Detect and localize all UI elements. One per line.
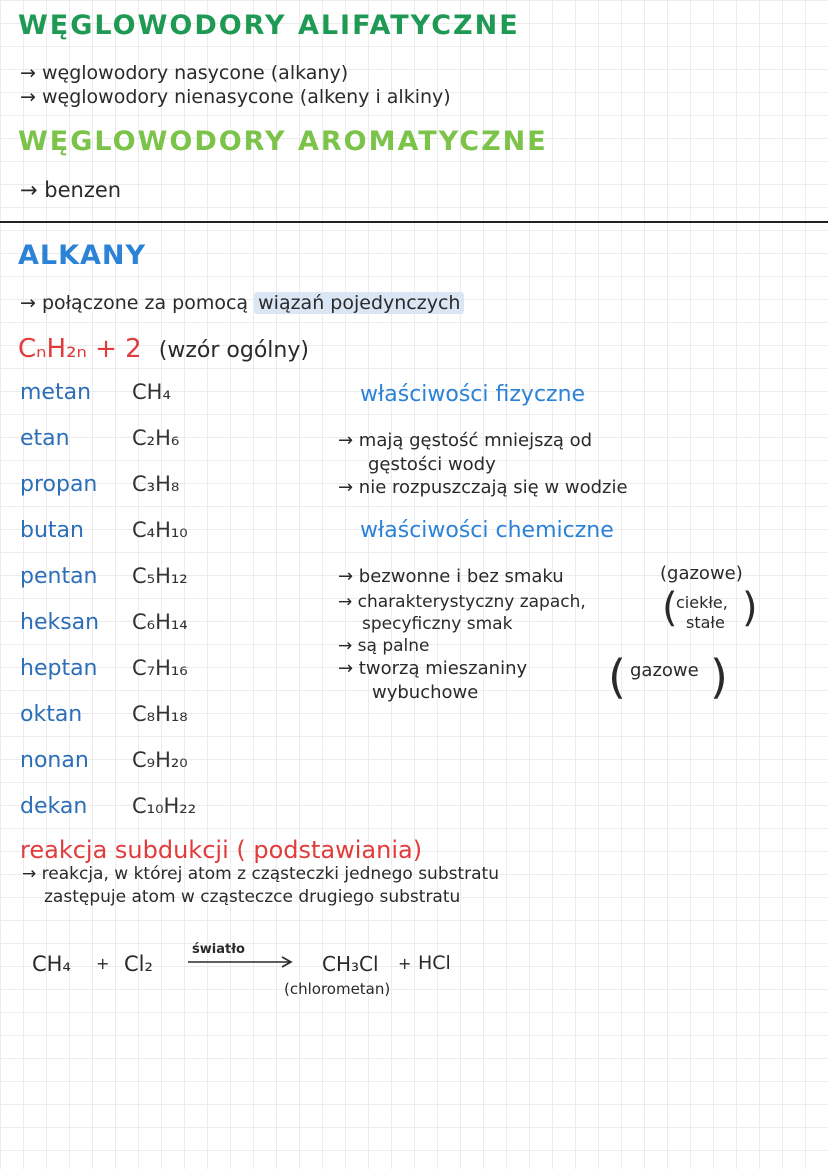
alkany-bond-highlight: wiązań pojedynczych <box>254 292 464 314</box>
alkane-formula: C₃H₈ <box>132 472 180 496</box>
reaction-reactant-2: Cl₂ <box>124 952 153 976</box>
alkane-formula: C₉H₂₀ <box>132 748 188 772</box>
alkane-formula: C₁₀H₂₂ <box>132 794 197 818</box>
chemical-bracket-right-2: ) <box>710 650 728 704</box>
alkane-list <box>20 380 197 840</box>
chemical-line-6: wybuchowe <box>372 682 479 703</box>
reaction-product-2: HCl <box>418 952 451 974</box>
alkany-formula-line <box>18 334 309 364</box>
alkany-formula-note: (wzór ogólny) <box>158 338 309 363</box>
alkane-row <box>20 426 180 472</box>
reaction-title: reakcja subdukcji ( podstawiania) <box>20 836 423 864</box>
chemical-line-1: → bezwonne i bez smaku <box>338 566 564 587</box>
alkane-name: dekan <box>20 794 88 819</box>
chemical-note-liquid: ciekłe, <box>676 593 728 612</box>
chemical-line-2: → charakterystyczny zapach, <box>338 592 586 612</box>
alkane-formula: C₄H₁₀ <box>132 518 188 542</box>
chemical-bracket-right: ) <box>742 585 758 631</box>
alkane-name: pentan <box>20 564 98 589</box>
reaction-plus-2: + <box>398 954 412 973</box>
reaction-plus-1: + <box>96 954 110 973</box>
alkane-row <box>20 702 188 748</box>
alkane-row <box>20 472 180 518</box>
physical-title: właściwości fizyczne <box>360 382 586 407</box>
alkane-row <box>20 564 188 610</box>
alkane-name: heptan <box>20 656 98 681</box>
chemical-title: właściwości chemiczne <box>360 518 614 543</box>
alkane-row <box>20 794 197 840</box>
alkane-row <box>20 518 188 564</box>
heading-aliphatic: WĘGLOWODORY ALIFATYCZNE <box>18 10 520 41</box>
section-divider <box>0 221 828 223</box>
reaction-reactant-1: CH₄ <box>32 952 71 976</box>
alkane-formula: CH₄ <box>132 380 171 404</box>
reaction-def-2: zastępuje atom w cząsteczce drugiego substratu <box>44 887 461 907</box>
alkane-row <box>20 380 171 426</box>
alkane-name: metan <box>20 380 92 405</box>
alkane-formula: C₈H₁₈ <box>132 702 188 726</box>
alkane-name: nonan <box>20 748 89 773</box>
reaction-product-name: (chlorometan) <box>284 980 391 998</box>
alkane-name: etan <box>20 426 70 451</box>
alkane-formula: C₆H₁₄ <box>132 610 188 634</box>
reaction-arrow-icon <box>186 952 296 972</box>
chemical-line-5-note: gazowe <box>630 660 699 681</box>
alkane-name: butan <box>20 518 84 543</box>
chemical-line-3: specyficzny smak <box>362 614 513 634</box>
physical-line-2: gęstości wody <box>368 454 496 475</box>
physical-line-3: → nie rozpuszczają się w wodzie <box>338 477 628 498</box>
reaction-condition: światło <box>192 942 245 957</box>
chemical-line-4: → są palne <box>338 636 430 656</box>
alkane-name: heksan <box>20 610 100 635</box>
chemical-note-solid: stałe <box>686 613 725 632</box>
alkany-title: ALKANY <box>18 240 147 271</box>
alkany-bond-text: → połączone za pomocą <box>20 292 249 314</box>
aliphatic-item-2: → węglowodory nienasycone (alkeny i alkiny) <box>20 86 451 108</box>
chemical-bracket-left: ( <box>662 585 678 631</box>
aliphatic-item-1: → węglowodory nasycone (alkany) <box>20 62 349 84</box>
alkane-row <box>20 748 188 794</box>
reaction-def-1: → reakcja, w której atom z cząsteczki jednego substratu <box>22 864 499 884</box>
chemical-line-5: → tworzą mieszaniny <box>338 658 528 679</box>
alkane-name: propan <box>20 472 98 497</box>
physical-line-1: → mają gęstość mniejszą od <box>338 430 593 451</box>
alkane-formula: C₅H₁₂ <box>132 564 188 588</box>
alkane-formula: C₂H₆ <box>132 426 180 450</box>
alkane-formula: C₇H₁₆ <box>132 656 188 680</box>
chemical-line-1-note: (gazowe) <box>660 563 743 584</box>
alkane-row <box>20 610 188 656</box>
chemical-bracket-left-2: ( <box>608 650 626 704</box>
alkany-general-formula: CₙH₂ₙ + 2 <box>18 334 142 364</box>
heading-aromatic: WĘGLOWODORY AROMATYCZNE <box>18 126 548 157</box>
alkany-bond-line <box>20 292 464 314</box>
reaction-product-1: CH₃Cl <box>322 952 379 976</box>
aromatic-item: → benzen <box>20 178 122 202</box>
alkane-name: oktan <box>20 702 83 727</box>
alkane-row <box>20 656 188 702</box>
